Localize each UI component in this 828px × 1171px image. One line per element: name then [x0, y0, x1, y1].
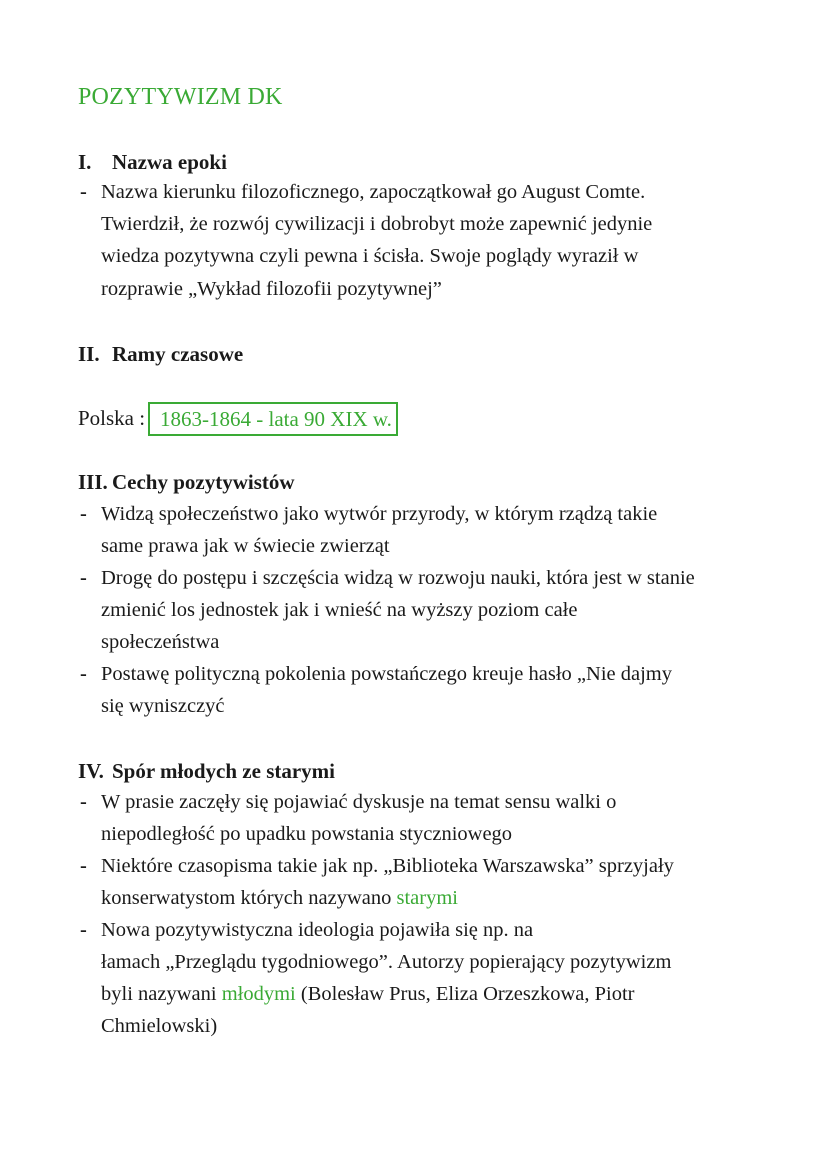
- bullet-dash: -: [80, 181, 87, 203]
- period-value-box: 1863-1864 - lata 90 XIX w.: [148, 402, 398, 436]
- bullet-line: łamach „Przeglądu tygodniowego”. Autorzy popierający pozytywizm: [101, 951, 672, 973]
- bullet-line: Postawę polityczną pokolenia powstańczego kreuje hasło „Nie dajmy: [101, 663, 672, 685]
- bullet-line: się wyniszczyć: [101, 695, 225, 717]
- bullet-dash: -: [80, 503, 87, 525]
- bullet-dash: -: [80, 567, 87, 589]
- bullet-text: (Bolesław Prus, Eliza Orzeszkowa, Piotr: [300, 983, 635, 1005]
- document-title: POZYTYWIZM DK: [78, 84, 283, 110]
- bullet-line: niepodległość po upadku powstania styczniowego: [101, 823, 513, 845]
- bullet-line: Twierdził, że rozwój cywilizacji i dobrobyt może zapewnić jedynie: [101, 213, 653, 235]
- bullet-dash: -: [80, 663, 87, 685]
- bullet-line: społeczeństwa: [101, 631, 220, 653]
- section-number: I.: [78, 150, 92, 174]
- bullet-dash: -: [80, 919, 87, 941]
- bullet-line: Niektóre czasopisma takie jak np. „Biblioteka Warszawska” sprzyjały: [101, 855, 674, 877]
- bullet-line: wiedza pozytywna czyli pewna i ścisła. Swoje poglądy wyraził w: [101, 245, 639, 267]
- bullet-line: Chmielowski): [101, 1015, 218, 1037]
- bullet-line: Nowa pozytywistyczna ideologia pojawiła się np. na: [101, 919, 534, 941]
- section-title: Spór młodych ze starymi: [112, 759, 336, 783]
- bullet-line: W prasie zaczęły się pojawiać dyskusje na temat sensu walki o: [101, 791, 617, 813]
- bullet-text: konserwatystom których nazywano: [101, 887, 392, 909]
- section-number: III.: [78, 470, 108, 494]
- bullet-dash: -: [80, 791, 87, 813]
- period-label: Polska :: [78, 406, 146, 430]
- bullet-line: Drogę do postępu i szczęścia widzą w rozwoju nauki, która jest w stanie: [101, 567, 695, 589]
- section-heading-3: [78, 470, 295, 495]
- highlighted-term: młodymi: [221, 983, 296, 1005]
- bullet-line: Widzą społeczeństwo jako wytwór przyrody, w którym rządzą takie: [101, 503, 658, 525]
- section-number: IV.: [78, 759, 104, 783]
- bullet-dash: -: [80, 855, 87, 877]
- section-heading-4: [78, 759, 335, 784]
- section-heading-1: [78, 150, 227, 175]
- bullet-line: same prawa jak w świecie zwierząt: [101, 535, 390, 557]
- bullet-line: zmienić los jednostek jak i wnieść na wyższy poziom całe: [101, 599, 578, 621]
- highlighted-term: starymi: [396, 887, 458, 909]
- section-number: II.: [78, 342, 100, 366]
- bullet-text: byli nazywani: [101, 983, 217, 1005]
- bullet-line: rozprawie „Wykład filozofii pozytywnej”: [101, 278, 442, 300]
- section-heading-2: [78, 342, 243, 367]
- section-title: Nazwa epoki: [112, 150, 227, 174]
- bullet-line: [101, 983, 635, 1006]
- bullet-line: [101, 887, 458, 910]
- section-title: Cechy pozytywistów: [112, 470, 295, 494]
- section-title: Ramy czasowe: [112, 342, 244, 366]
- bullet-line: Nazwa kierunku filozoficznego, zapoczątkował go August Comte.: [101, 181, 646, 203]
